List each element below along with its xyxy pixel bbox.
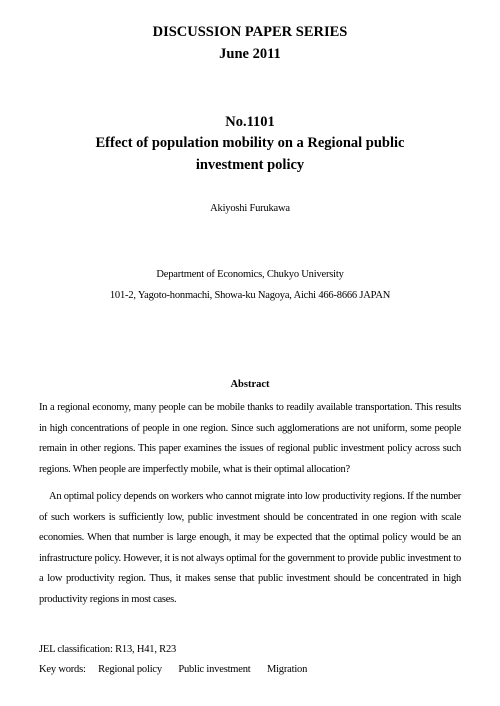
paper-title-line-1: Effect of population mobility on a Regional public <box>95 135 405 151</box>
affiliation-address: 101-2, Yagoto-honmachi, Showa-ku Nagoya, Aichi 466-8666 JAPAN <box>109 290 391 301</box>
keyword: Migration <box>266 664 308 675</box>
series-title: DISCUSSION PAPER SERIES <box>152 24 348 40</box>
abstract-heading: Abstract <box>230 379 270 390</box>
paper-title-line-2: investment policy <box>195 157 305 173</box>
keywords-label: Key words: <box>39 664 86 675</box>
abstract-paragraph-2: An optimal policy depends on workers who cannot migrate into low productivity regions. If the number of such workers is sufficiently low, public investment should be concentrated in one region with scale economies. When that number is large enough, it may be expected that the optimal policy would be an infrastructure policy. However, it is not always optimal for the government to provide public investment to a low productivity region. Thus, it makes sense that public investment should be concentrated in high productivity regions in most cases. <box>39 491 461 605</box>
keyword: Public investment <box>178 664 251 675</box>
author: Akiyoshi Furukawa <box>210 203 290 214</box>
jel-classification: JEL classification: R13, H41, R23 <box>39 644 177 655</box>
keyword: Regional policy <box>98 664 162 675</box>
keywords-line <box>39 664 307 675</box>
paper-number: No.1101 <box>225 114 275 130</box>
affiliation-department: Department of Economics, Chukyo University <box>156 269 344 280</box>
abstract-paragraph-1: In a regional economy, many people can be mobile thanks to readily available transportation. This results in high concentrations of people in one region. Since such agglomerations are not uniform, some people remain in other regions. This paper examines the issues of regional public investment policy across such regions. When people are imperfectly mobile, what is their optimal allocation? <box>39 402 461 475</box>
series-date: June 2011 <box>219 46 281 62</box>
